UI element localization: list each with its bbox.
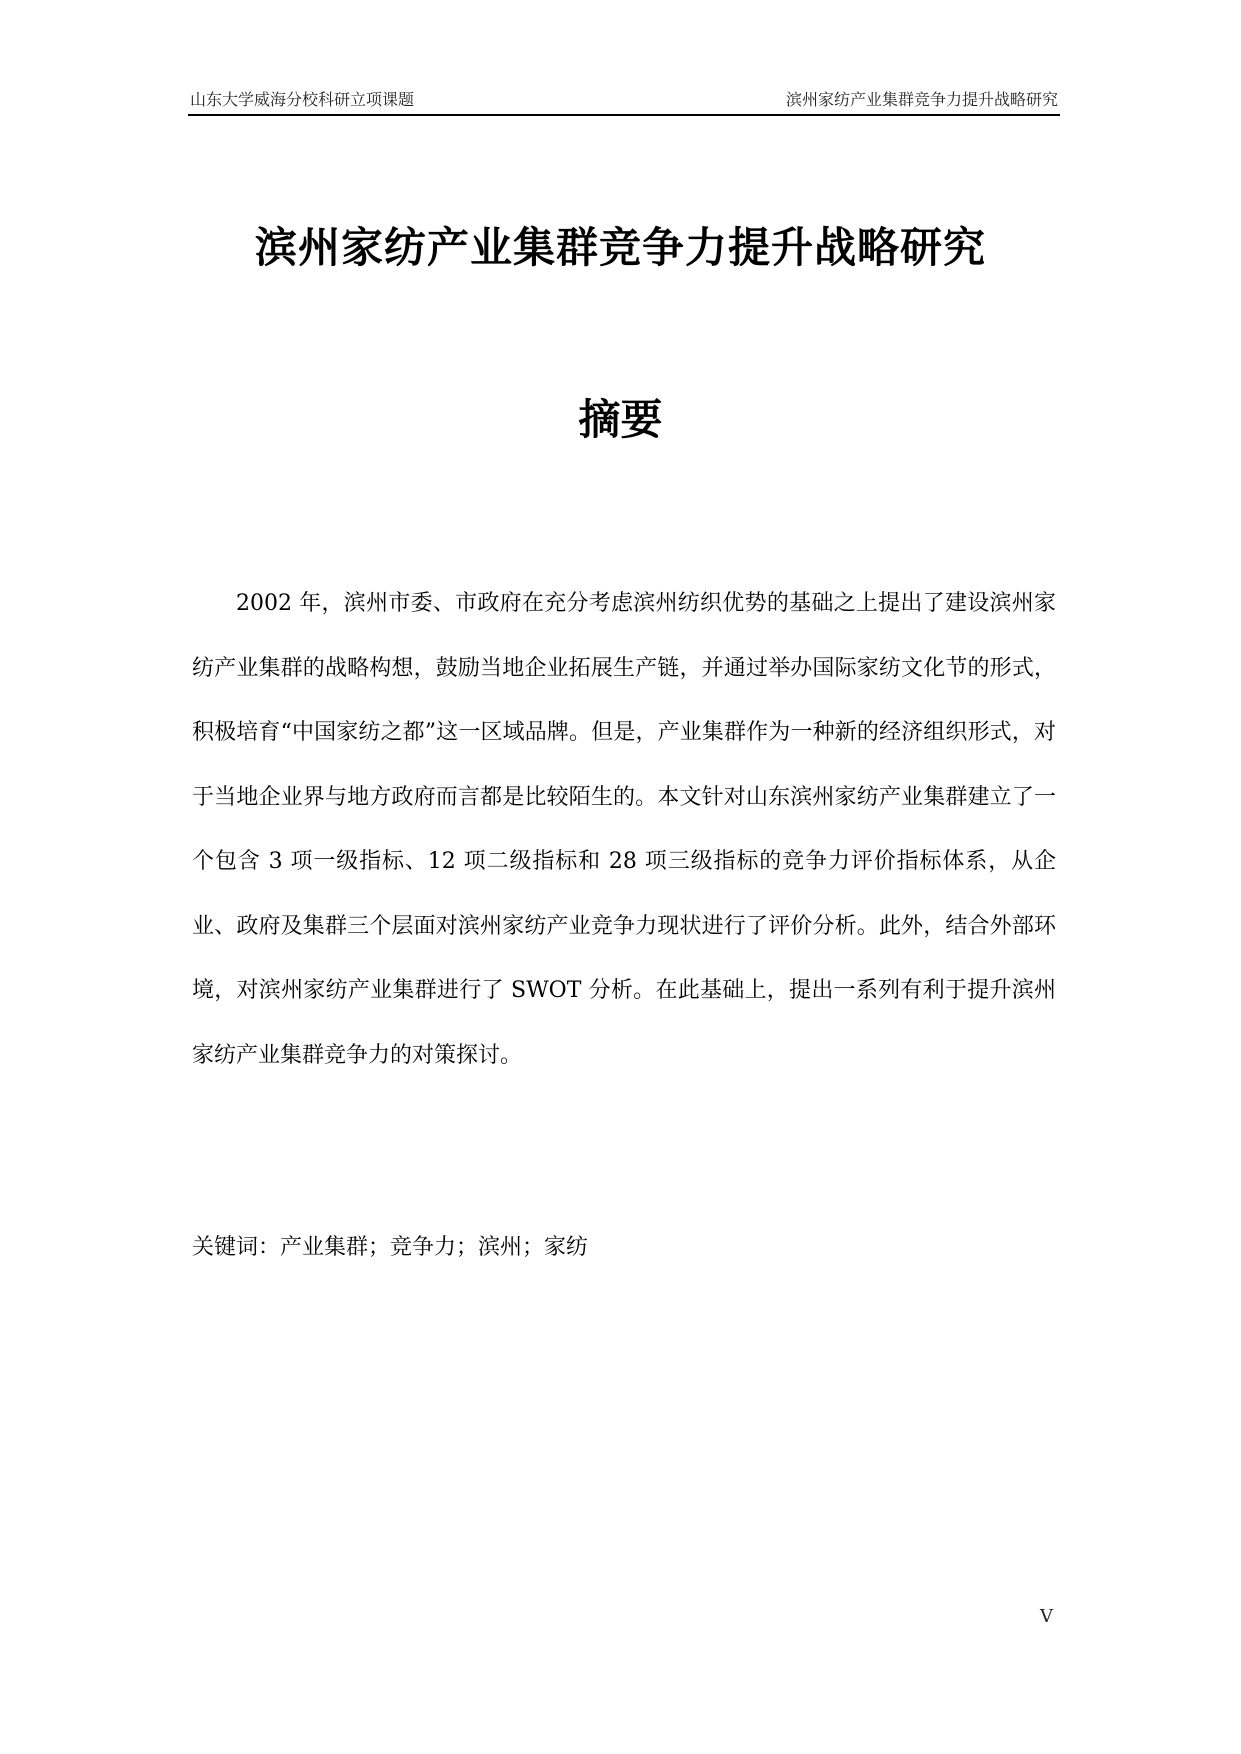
page-header	[188, 88, 1060, 116]
page-number: V	[1040, 1606, 1053, 1627]
abstract-heading: 摘要	[578, 395, 663, 444]
keywords-value: 产业集群；竞争力；滨州；家纺	[280, 1235, 589, 1260]
header-running-title: 滨州家纺产业集群竞争力提升战略研究	[785, 90, 1058, 109]
header-institution: 山东大学威海分校科研立项课题	[190, 90, 415, 109]
abstract-body: 2002 年，滨州市委、市政府在充分考虑滨州纺织优势的基础之上提出了建设滨州家纺产业集群的战略构想，鼓励当地企业拓展生产链，并通过举办国际家纺文化节的形式，积极培育“中国家纺之都”这一区域品牌。但是，产业集群作为一种新的经济组织形式，对于当地企业界与地方政府而言都是比较陌生的。本文针对山东滨州家纺产业集群建立了一个包含 3 项一级指标、12 项二级指标和 28 项三级指标的竞争力评价指标体系，从企业、政府及集群三个层面对滨州家纺产业竞争力现状进行了评价分析。此外，结合外部环境，对滨州家纺产业集群进行了 SWOT 分析。在此基础上，提出一系列有利于提升滨州家纺产业集群竞争力的对策探讨。	[192, 591, 1056, 1068]
keywords-label: 关键词：	[192, 1235, 281, 1260]
keywords	[192, 1232, 1056, 1264]
document-title: 滨州家纺产业集群竞争力提升战略研究	[254, 223, 986, 272]
